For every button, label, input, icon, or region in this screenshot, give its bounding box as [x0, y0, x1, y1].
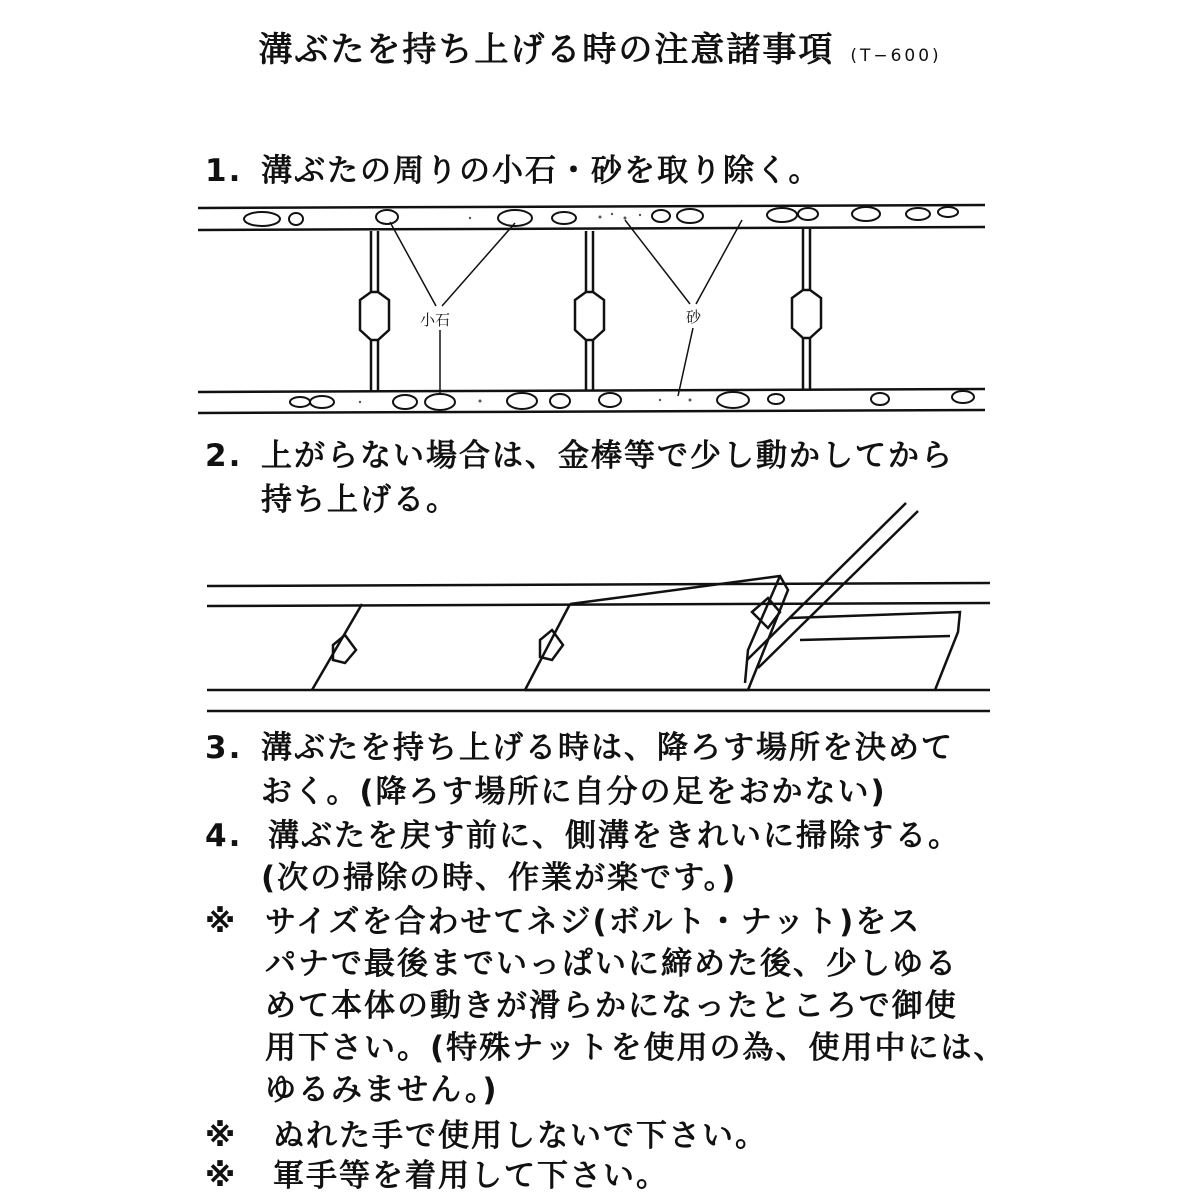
- label-pebbles: 小石: [420, 311, 451, 329]
- note-2-mark: ※: [205, 1118, 238, 1154]
- note-3-text: 軍手等を着用して下さい。: [273, 1158, 669, 1194]
- step-3: [205, 722, 954, 767]
- step-4-text-line-2: (次の掃除の時、作業が楽です。): [261, 860, 738, 896]
- step-2-number: 2.: [205, 438, 243, 474]
- step-4-continued: [261, 852, 737, 897]
- note-3: [205, 1150, 669, 1195]
- note-2-text: ぬれた手で使用しないで下さい。: [273, 1118, 768, 1154]
- step-2-text-line-1: 上がらない場合は、金棒等で少し動かしてから: [261, 438, 954, 474]
- step-4-text-line-1: 溝ぶたを戻す前に、側溝をきれいに掃除する。: [268, 818, 961, 854]
- note-1-line-3: めて本体の動きが滑らかになったところで御使: [265, 988, 958, 1024]
- note-1-mark: ※: [205, 904, 238, 940]
- step-2-text-line-2: 持ち上げる。: [261, 482, 459, 518]
- note-1-line-2: パナで最後までいっぱいに締めた後、少しゆる: [265, 946, 958, 982]
- step-4-number: 4.: [205, 818, 243, 854]
- step-3-text-line-1: 溝ぶたを持ち上げる時は、降ろす場所を決めて: [261, 730, 954, 766]
- label-sand: 砂: [686, 308, 702, 326]
- title-main: 溝ぶたを持ち上げる時の注意諸事項: [258, 30, 835, 70]
- note-2: [205, 1110, 768, 1155]
- note-1-line-1: サイズを合わせてネジ(ボルト・ナット)をス: [265, 904, 922, 940]
- note-1-line-2-row: [265, 938, 958, 983]
- note-3-mark: ※: [205, 1158, 238, 1194]
- step-4: [205, 810, 961, 855]
- note-1-line-4-row: [265, 1022, 1007, 1067]
- step-3-continued: [261, 766, 887, 811]
- note-1-line-3-row: [265, 980, 958, 1025]
- step-3-text-line-2: おく。(降ろす場所に自分の足をおかない): [261, 774, 887, 810]
- model-code: (T−600): [850, 46, 942, 66]
- step-1-number: 1.: [205, 153, 243, 189]
- note-1-line-5-row: [265, 1064, 499, 1109]
- step-3-number: 3.: [205, 730, 243, 766]
- note-1-line-4: 用下さい。(特殊ナットを使用の為、使用中には、: [265, 1030, 1007, 1066]
- note-1-line-5: ゆるみません。): [265, 1072, 499, 1108]
- step-1-text: 溝ぶたの周りの小石・砂を取り除く。: [261, 153, 822, 189]
- note-1: [205, 896, 921, 941]
